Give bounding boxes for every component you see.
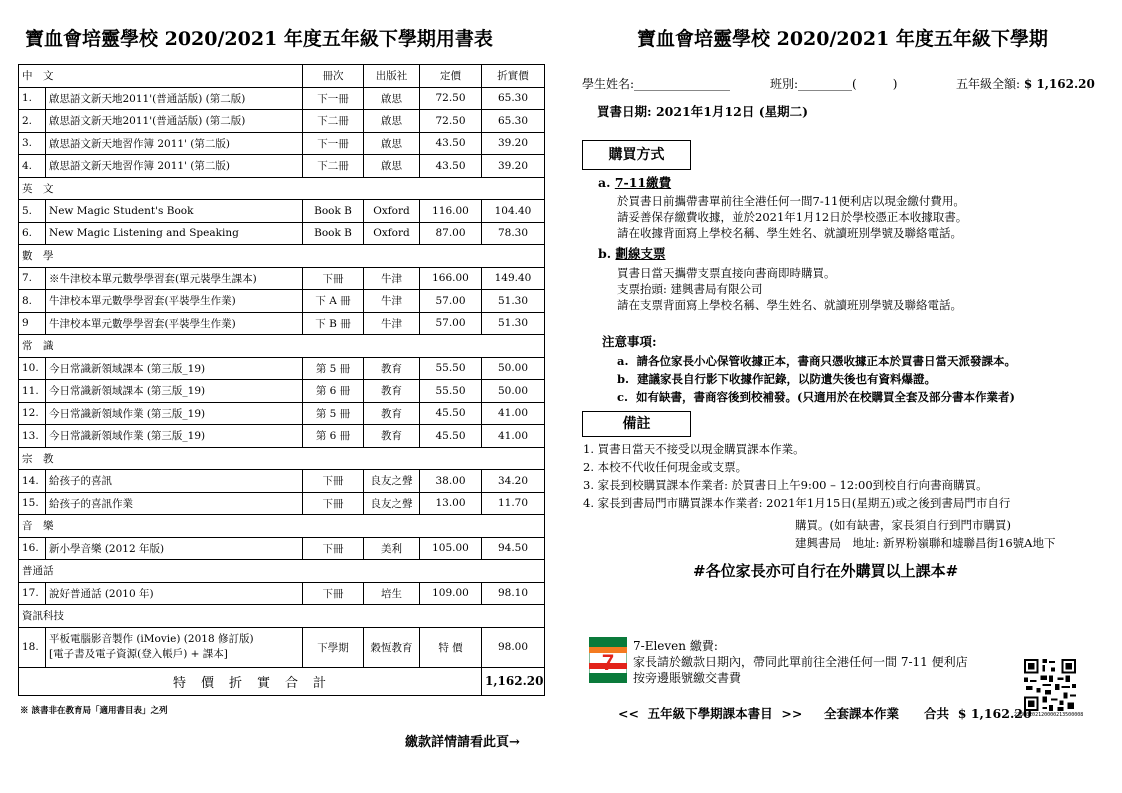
book-price: 166.00 [420, 267, 482, 290]
method-a-line: 請在收據背面寫上學校名稱、學生姓名、就讀班別學號及聯絡電話。 [617, 226, 962, 240]
book-publisher: 啟思 [364, 110, 420, 133]
method-b-details [617, 265, 962, 313]
method-b-line: 支票抬頭: 建興書局有限公司 [617, 282, 763, 296]
method-b-line: 請在支票背面寫上學校名稱、學生姓名、就讀班別學號及聯絡電話。 [617, 298, 962, 312]
table-row [19, 222, 545, 245]
book-publisher: 教育 [364, 380, 420, 403]
book-title: 今日常識新領域作業 (第三版_19) [46, 425, 303, 448]
book-price: 38.00 [420, 470, 482, 493]
buy-date: 買書日期: 2021年1月12日 (星期二) [597, 104, 809, 119]
book-volume: 第 6 冊 [303, 380, 364, 403]
book-title: 啟思語文新天地習作簿 2011' (第二版) [46, 155, 303, 178]
book-discount-price: 51.30 [482, 312, 545, 335]
row-number: 17. [19, 582, 46, 605]
book-publisher: 教育 [364, 425, 420, 448]
book-price: 72.50 [420, 110, 482, 133]
book-volume: 下學期 [303, 627, 364, 667]
book-volume: 第 6 冊 [303, 425, 364, 448]
book-publisher: 穀恆教育 [364, 627, 420, 667]
left-page-title: 寶血會培靈學校 2020/2021 年度五年級下學期用書表 [25, 28, 493, 50]
row-number: 5. [19, 200, 46, 223]
book-title-line1: 平板電腦影音製作 (iMovie) (2018 修訂版) [49, 633, 254, 645]
book-volume: 第 5 冊 [303, 357, 364, 380]
class-field[interactable]: 班別:_________( ) [770, 77, 898, 91]
header-volume: 冊次 [303, 65, 364, 88]
section-row [19, 515, 545, 538]
qr-code-icon [1024, 659, 1076, 711]
book-publisher: 牛津 [364, 267, 420, 290]
book-publisher: Oxford [364, 222, 420, 245]
book-title: 啟思語文新天地習作簿 2011' (第二版) [46, 132, 303, 155]
remark-item: 4. 家長到書局門市購買課本作業者: 2021年1月15日(星期五)或之後到書局門市自行 [583, 496, 1011, 510]
book-title: 牛津校本單元數學學習套(平裝學生作業) [46, 290, 303, 313]
table-row [19, 267, 545, 290]
purchase-method-heading: 購買方式 [582, 140, 691, 170]
book-price: 105.00 [420, 537, 482, 560]
book-price: 45.50 [420, 402, 482, 425]
section-row [19, 605, 545, 628]
total-amount [956, 76, 1095, 92]
table-row [19, 537, 545, 560]
book-volume: 下二冊 [303, 155, 364, 178]
footnote: ※ 該書非在教育局「適用書目表」之列 [20, 706, 168, 716]
section-row [19, 177, 545, 200]
remarks-heading: 備註 [582, 411, 691, 437]
bottom-summary: << 五年級下學期課本書目 >> 全套課本作業 合共 $ 1,162.20 [618, 706, 1032, 721]
book-title: 說好普通話 (2010 年) [46, 582, 303, 605]
book-volume: 第 5 冊 [303, 402, 364, 425]
section-title: 數 學 [19, 245, 545, 268]
row-number: 3. [19, 132, 46, 155]
total-value: 1,162.20 [482, 667, 545, 695]
row-number: 15. [19, 492, 46, 515]
book-title: New Magic Listening and Speaking [46, 222, 303, 245]
row-number: 18. [19, 627, 46, 667]
seven-eleven-line2: 按旁邊賬號繳交書費 [633, 671, 742, 685]
book-publisher: 啟思 [364, 132, 420, 155]
row-number: 9 [19, 312, 46, 335]
book-volume: 下冊 [303, 582, 364, 605]
payment-details-link[interactable]: 繳款詳情請看此頁→ [405, 735, 520, 750]
slogan: #各位家長亦可自行在外購買以上課本# [693, 562, 959, 580]
section-title: 音 樂 [19, 515, 545, 538]
book-title [46, 627, 303, 667]
book-price: 57.00 [420, 290, 482, 313]
book-discount-price: 41.00 [482, 425, 545, 448]
header-publisher: 出版社 [364, 65, 420, 88]
book-title: 啟思語文新天地2011'(普通話版) (第二版) [46, 87, 303, 110]
method-a-line: 請妥善保存繳費收據，並於2021年1月12日於學校憑正本收據取書。 [617, 210, 968, 224]
total-amount-value: $ 1,162.20 [1023, 77, 1095, 91]
total-amount-label: 五年級全額: [956, 77, 1021, 91]
method-b-label: b. [598, 246, 612, 261]
book-publisher: 良友之聲 [364, 492, 420, 515]
book-title: 給孩子的喜訊 [46, 470, 303, 493]
header-discount-price: 折實價 [482, 65, 545, 88]
book-price: 57.00 [420, 312, 482, 335]
table-row [19, 110, 545, 133]
table-row [19, 357, 545, 380]
book-volume: Book B [303, 222, 364, 245]
book-discount-price: 65.30 [482, 87, 545, 110]
section-title: 普通話 [19, 560, 545, 583]
book-publisher: 良友之聲 [364, 470, 420, 493]
book-price: 116.00 [420, 200, 482, 223]
section-row [19, 447, 545, 470]
book-volume: 下冊 [303, 267, 364, 290]
remark-item: 3. 家長到校購買課本作業者: 於買書日上午9:00 – 12:00到校自行向書商購買。 [583, 478, 988, 492]
book-discount-price: 50.00 [482, 380, 545, 403]
notice-heading: 注意事項: [602, 334, 657, 349]
book-price: 43.50 [420, 155, 482, 178]
book-title: 牛津校本單元數學學習套(平裝學生作業) [46, 312, 303, 335]
book-discount-price: 104.40 [482, 200, 545, 223]
row-number: 16. [19, 537, 46, 560]
row-number: 12. [19, 402, 46, 425]
section-title: 英 文 [19, 177, 545, 200]
book-volume: 下一冊 [303, 132, 364, 155]
book-title: 今日常識新領域作業 (第三版_19) [46, 402, 303, 425]
remark-item: 2. 本校不代收任何現金或支票。 [583, 460, 748, 474]
svg-text:7: 7 [601, 650, 615, 675]
barcode-number: 23800202120000213500008 [1014, 712, 1084, 718]
method-a-label: a. [598, 175, 611, 190]
booklist-table [18, 64, 545, 696]
book-volume: 下冊 [303, 470, 364, 493]
row-number: 4. [19, 155, 46, 178]
header-price: 定價 [420, 65, 482, 88]
book-title: New Magic Student's Book [46, 200, 303, 223]
book-discount-price: 98.00 [482, 627, 545, 667]
book-discount-price: 149.40 [482, 267, 545, 290]
table-row [19, 200, 545, 223]
book-title: 今日常識新領域課本 (第三版_19) [46, 380, 303, 403]
book-title-line2: [電子書及電子資源(登入帳戶) + 課本] [49, 648, 228, 660]
remark-4-continuation: 購買。(如有缺書，家長須自行到門市購買) [795, 518, 1011, 532]
book-publisher: 培生 [364, 582, 420, 605]
book-discount-price: 98.10 [482, 582, 545, 605]
table-row [19, 582, 545, 605]
table-row [19, 402, 545, 425]
book-volume: 下 B 冊 [303, 312, 364, 335]
book-discount-price: 41.00 [482, 402, 545, 425]
book-volume: Book B [303, 200, 364, 223]
table-row [19, 155, 545, 178]
table-row [19, 425, 545, 448]
method-a-heading [598, 175, 671, 191]
table-row [19, 470, 545, 493]
row-number: 10. [19, 357, 46, 380]
book-price: 87.00 [420, 222, 482, 245]
total-label: 特 價 折 實 合 計 [19, 667, 482, 695]
notice-item: b. 建議家長自行影下收據作記錄，以防遺失後也有資料爆證。 [617, 372, 937, 386]
book-price: 109.00 [420, 582, 482, 605]
bookstore-address: 建興書局 地址: 新界粉嶺聯和墟聯昌街16號A地下 [795, 536, 1056, 550]
book-title: 新小學音樂 (2012 年版) [46, 537, 303, 560]
book-volume: 下冊 [303, 492, 364, 515]
method-b-line: 買書日當天攜帶支票直接向書商即時購買。 [617, 266, 836, 280]
section-title: 常 識 [19, 335, 545, 358]
method-b-heading [598, 246, 665, 262]
book-price: 72.50 [420, 87, 482, 110]
book-price: 特 價 [420, 627, 482, 667]
book-price: 55.50 [420, 380, 482, 403]
row-number: 6. [19, 222, 46, 245]
book-publisher: 牛津 [364, 312, 420, 335]
method-a-details [617, 193, 967, 241]
notice-list [617, 352, 1016, 406]
book-volume: 下二冊 [303, 110, 364, 133]
table-row [19, 290, 545, 313]
book-title: 今日常識新領域課本 (第三版_19) [46, 357, 303, 380]
book-volume: 下冊 [303, 537, 364, 560]
book-price: 13.00 [420, 492, 482, 515]
book-volume: 下 A 冊 [303, 290, 364, 313]
book-discount-price: 39.20 [482, 155, 545, 178]
method-b-title: 劃線支票 [615, 246, 666, 261]
book-publisher: 啟思 [364, 87, 420, 110]
seven-eleven-title: 7-Eleven 繳費: [633, 639, 718, 653]
method-a-title: 7-11繳費 [614, 175, 672, 190]
book-publisher: Oxford [364, 200, 420, 223]
section-row [19, 560, 545, 583]
book-title: 給孩子的喜訊作業 [46, 492, 303, 515]
table-row [19, 492, 545, 515]
book-price: 55.50 [420, 357, 482, 380]
student-name-field[interactable]: 學生姓名:________________ [582, 77, 731, 91]
book-publisher: 牛津 [364, 290, 420, 313]
total-row [19, 667, 545, 695]
section-row [19, 335, 545, 358]
row-number: 13. [19, 425, 46, 448]
section-title: 宗 教 [19, 447, 545, 470]
book-discount-price: 39.20 [482, 132, 545, 155]
book-discount-price: 78.30 [482, 222, 545, 245]
table-header-row [19, 65, 545, 88]
right-page-title: 寶血會培靈學校 2020/2021 年度五年級下學期 [637, 28, 1048, 50]
book-title: ※牛津校本單元數學學習套(單元裝學生課本) [46, 267, 303, 290]
book-price: 45.50 [420, 425, 482, 448]
book-title: 啟思語文新天地2011'(普通話版) (第二版) [46, 110, 303, 133]
section-row [19, 245, 545, 268]
table-row-18 [19, 627, 545, 667]
section-title: 資訊科技 [19, 605, 545, 628]
header-subject: 中 文 [19, 65, 303, 88]
remarks-list [583, 440, 1010, 512]
method-a-line: 於買書日前攜帶書單前往全港任何一間7-11便利店以現金繳付費用。 [617, 194, 965, 208]
row-number: 2. [19, 110, 46, 133]
book-discount-price: 34.20 [482, 470, 545, 493]
book-publisher: 教育 [364, 402, 420, 425]
book-discount-price: 65.30 [482, 110, 545, 133]
book-discount-price: 11.70 [482, 492, 545, 515]
book-discount-price: 50.00 [482, 357, 545, 380]
book-publisher: 教育 [364, 357, 420, 380]
table-row [19, 132, 545, 155]
table-row [19, 87, 545, 110]
book-publisher: 啟思 [364, 155, 420, 178]
seven-eleven-line1: 家長請於繳款日期內，帶同此單前往全港任何一間 7-11 便利店 [633, 655, 968, 669]
book-volume: 下一冊 [303, 87, 364, 110]
notice-item: c. 如有缺書，書商容後到校補發。(只適用於在校購買全套及部分書本作業者) [617, 390, 1015, 404]
table-row [19, 380, 545, 403]
row-number: 14. [19, 470, 46, 493]
row-number: 11. [19, 380, 46, 403]
book-publisher: 美利 [364, 537, 420, 560]
book-discount-price: 94.50 [482, 537, 545, 560]
book-price: 43.50 [420, 132, 482, 155]
seven-eleven-logo [589, 637, 627, 683]
remark-item: 1. 買書日當天不接受以現金購買課本作業。 [583, 442, 805, 456]
row-number: 8. [19, 290, 46, 313]
row-number: 7. [19, 267, 46, 290]
row-number: 1. [19, 87, 46, 110]
table-row [19, 312, 545, 335]
book-discount-price: 51.30 [482, 290, 545, 313]
notice-item: a. 請各位家長小心保管收據正本，書商只憑收據正本於買書日當天派發課本。 [617, 354, 1016, 368]
